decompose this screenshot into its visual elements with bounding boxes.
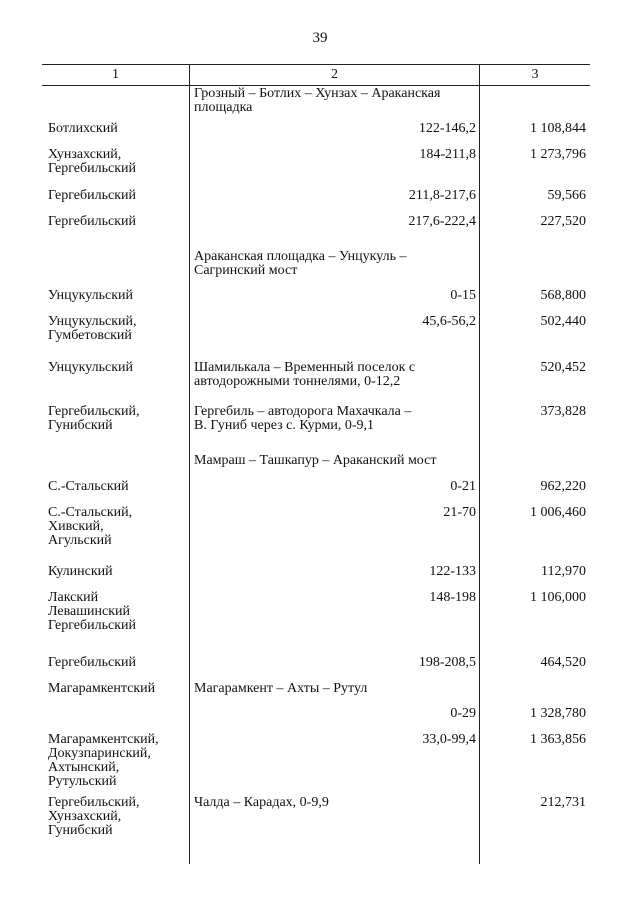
- page-number: 39: [312, 30, 328, 46]
- amount-cell: 962,220: [540, 479, 586, 494]
- road-section-cell: 33,0-99,4: [422, 732, 476, 747]
- amount-cell: 227,520: [540, 214, 586, 229]
- road-section-cell: 0-21: [450, 479, 476, 494]
- amount-cell: 1 108,844: [530, 121, 586, 136]
- road-section-cell: 0-29: [450, 706, 476, 721]
- road-section-cell: 217,6-222,4: [408, 214, 476, 229]
- road-section-cell: 122-146,2: [418, 121, 476, 136]
- road-section-cell: 21-70: [443, 505, 476, 520]
- amount-cell: 464,520: [540, 655, 586, 670]
- district-cell: Гергебильский, Гунибский: [48, 404, 140, 433]
- road-section-cell: 184-211,8: [419, 147, 476, 162]
- table-top-border: [42, 64, 590, 65]
- amount-cell: 1 106,000: [530, 590, 586, 605]
- district-cell: Унцукульский: [48, 360, 134, 375]
- district-cell: Кулинский: [48, 564, 113, 579]
- district-cell: Хунзахский, Гергебильский: [48, 147, 136, 176]
- district-cell: Гергебильский: [48, 214, 136, 229]
- road-section-cell: Мамраш – Ташкапур – Араканский мост: [194, 453, 437, 468]
- district-cell: Гергебильский, Хунзахский, Гунибский: [48, 795, 140, 838]
- district-cell: Унцукульский, Гумбетовский: [48, 314, 137, 343]
- amount-cell: 1 273,796: [530, 147, 586, 162]
- district-cell: С.-Стальский: [48, 479, 129, 494]
- amount-cell: 112,970: [541, 564, 586, 579]
- road-section-cell: 122-133: [429, 564, 476, 579]
- road-section-cell: Магарамкент – Ахты – Рутул: [194, 681, 368, 696]
- district-cell: Гергебильский: [48, 655, 136, 670]
- amount-cell: 1 328,780: [530, 706, 586, 721]
- district-cell: Лакский Левашинский Гергебильский: [48, 590, 136, 633]
- amount-cell: 520,452: [540, 360, 586, 375]
- road-section-cell: 198-208,5: [418, 655, 476, 670]
- column-divider-2: [479, 64, 480, 864]
- amount-cell: 568,800: [540, 288, 586, 303]
- road-section-cell: Шамилькала – Временный поселок с автодорожными тоннелями, 0-12,2: [194, 360, 416, 389]
- district-cell: Унцукульский: [48, 288, 134, 303]
- road-section-cell: Грозный – Ботлих – Хунзах – Араканская площадка: [194, 86, 441, 115]
- column-divider-1: [189, 64, 190, 864]
- road-section-cell: Чалда – Карадах, 0-9,9: [194, 795, 329, 810]
- amount-cell: 1 006,460: [530, 505, 586, 520]
- road-section-cell: Гергебиль – автодорога Махачкала – В. Гуниб через с. Курми, 0-9,1: [194, 404, 412, 433]
- district-cell: Гергебильский: [48, 188, 136, 203]
- district-cell: Ботлихский: [48, 121, 118, 136]
- amount-cell: 1 363,856: [530, 732, 586, 747]
- district-cell: Магарамкентский: [48, 681, 156, 696]
- road-section-cell: Араканская площадка – Унцукуль – Сагринский мост: [194, 249, 407, 278]
- road-section-cell: 0-15: [450, 288, 476, 303]
- amount-cell: 502,440: [540, 314, 586, 329]
- district-cell: Магарамкентский, Докузпаринский, Ахтынский, Рутульский: [48, 732, 159, 789]
- amount-cell: 212,731: [540, 795, 586, 810]
- column-header-1: 1: [112, 67, 119, 82]
- amount-cell: 59,566: [547, 188, 586, 203]
- column-header-2: 2: [331, 67, 338, 82]
- amount-cell: 373,828: [540, 404, 586, 419]
- road-section-cell: 45,6-56,2: [422, 314, 476, 329]
- district-cell: С.-Стальский, Хивский, Агульский: [48, 505, 133, 548]
- road-section-cell: 148-198: [429, 590, 476, 605]
- road-section-cell: 211,8-217,6: [408, 188, 476, 203]
- column-header-3: 3: [531, 67, 539, 82]
